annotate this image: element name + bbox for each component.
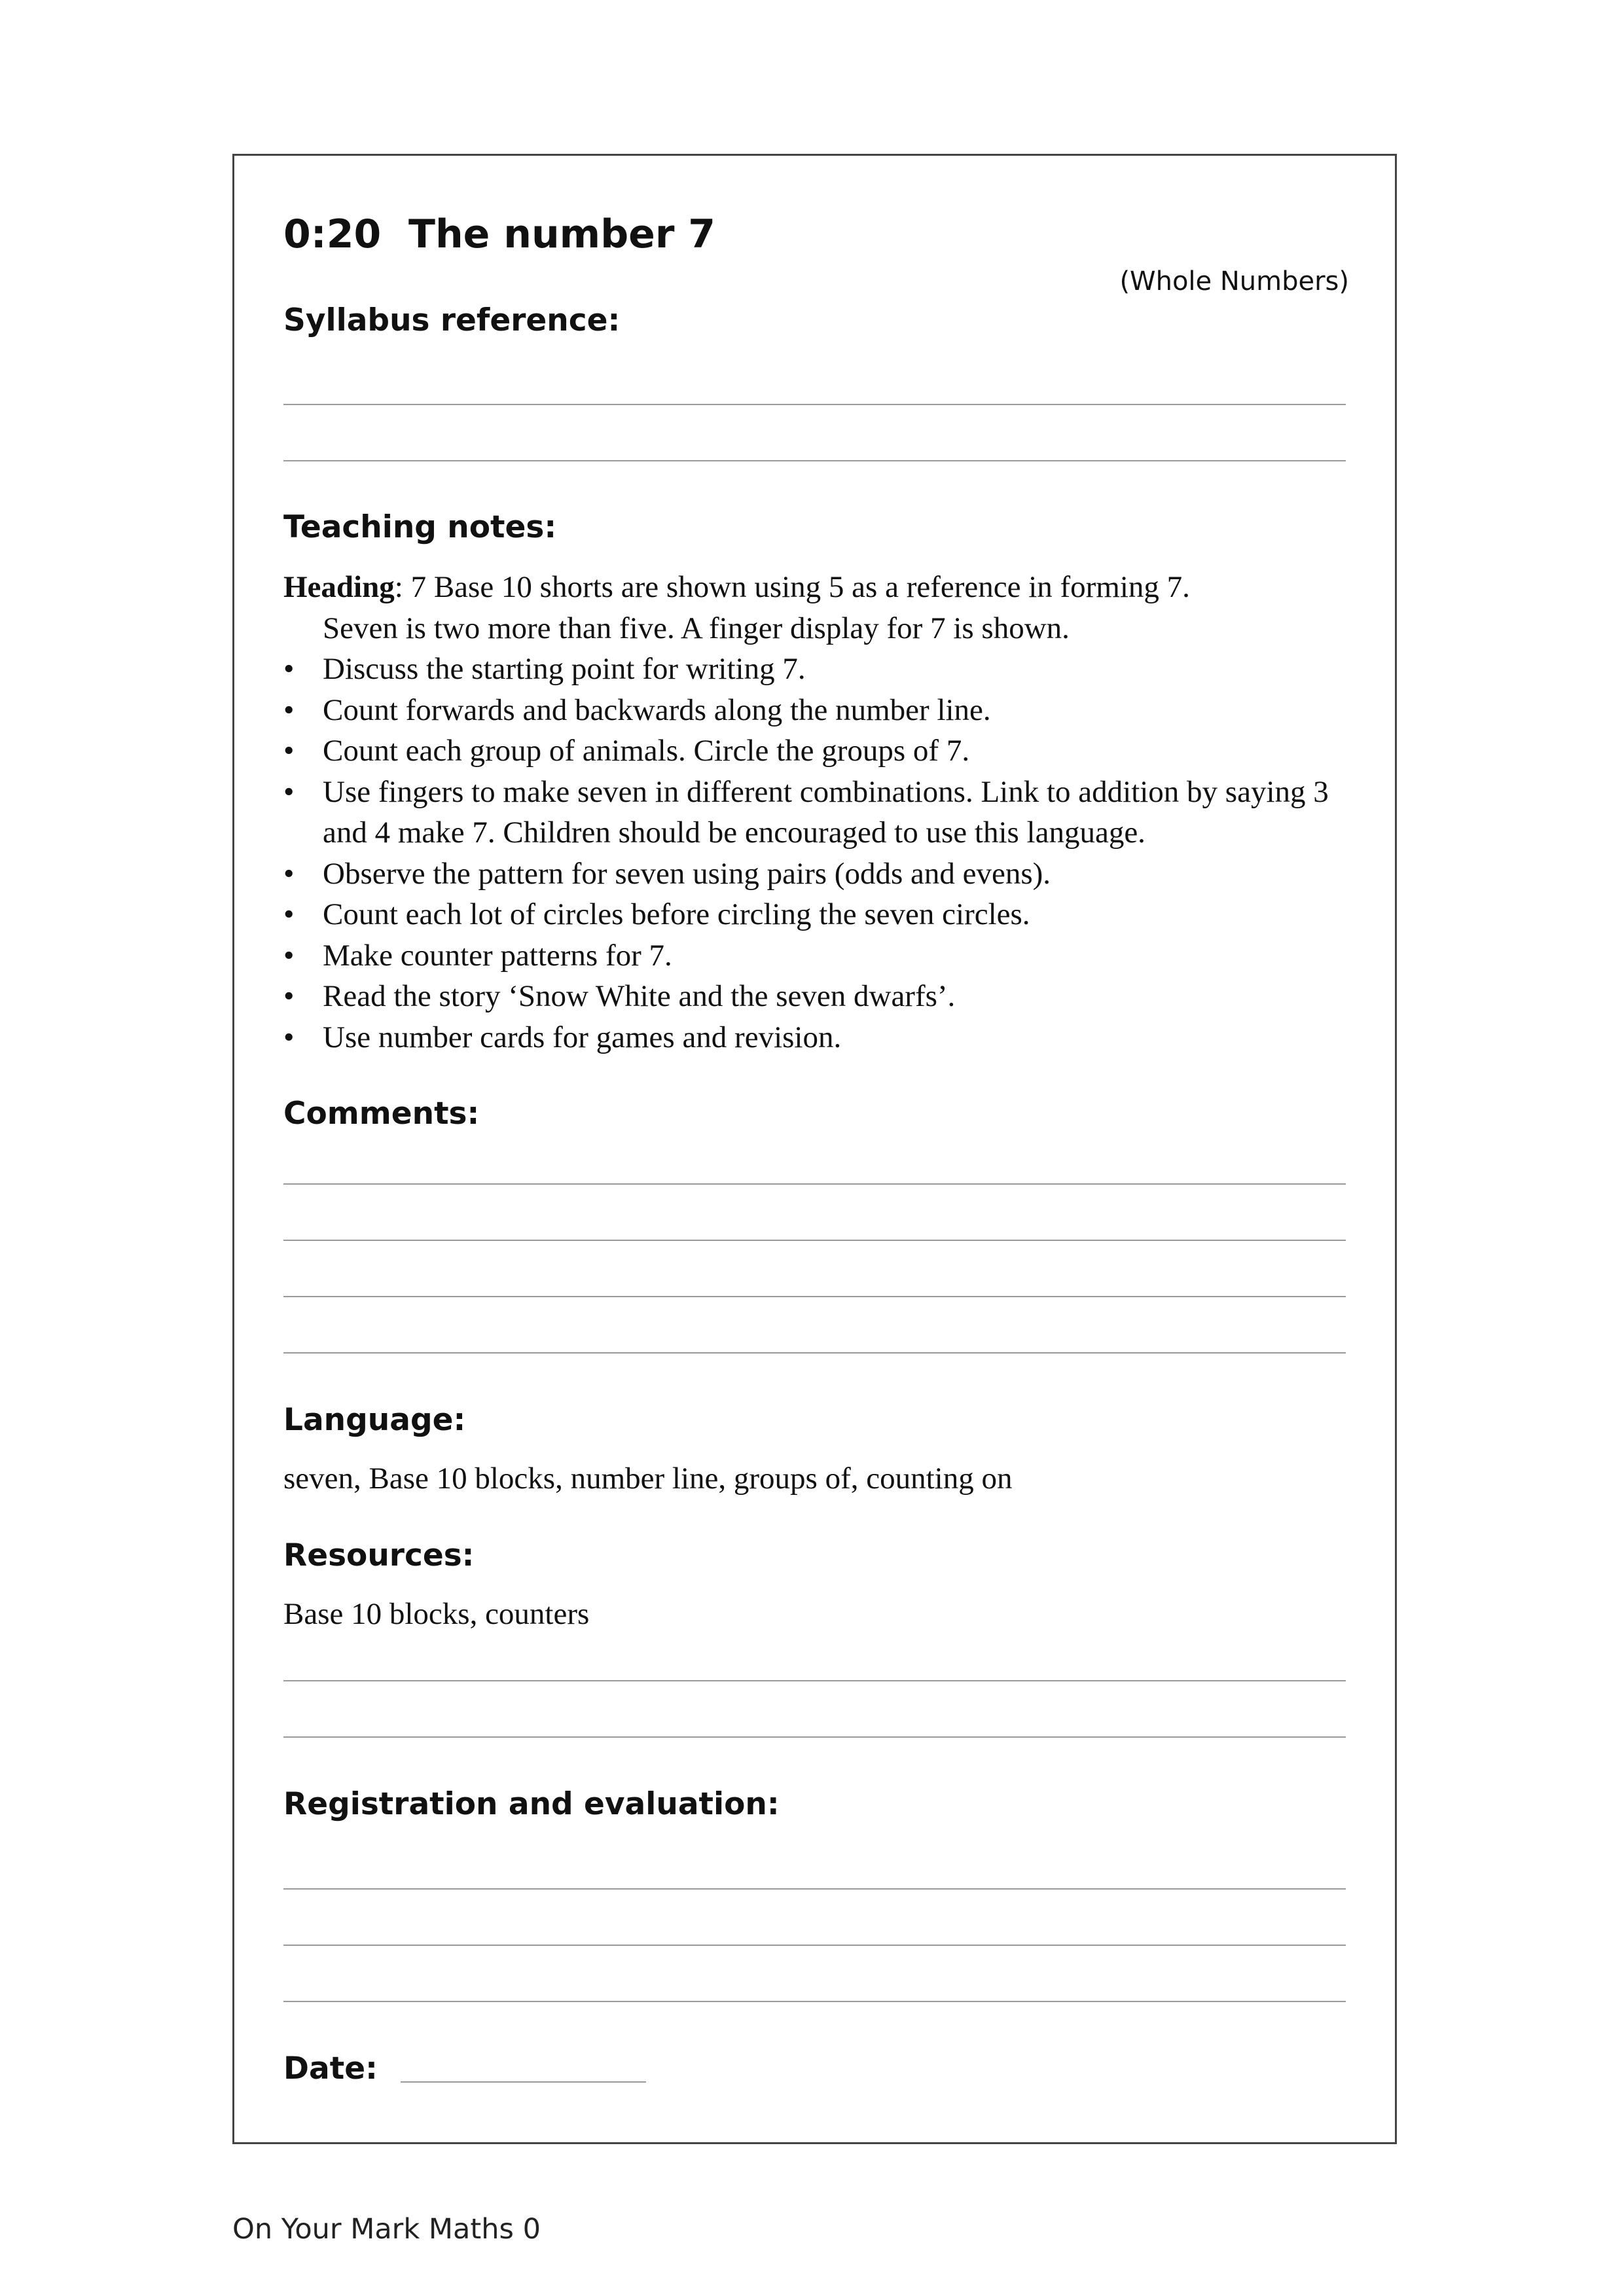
lesson-category: (Whole Numbers) [1119,266,1349,296]
teaching-notes [283,567,1357,1058]
teaching-notes-intro [283,567,1357,649]
language-text: seven, Base 10 blocks, number line, groups of, counting on [283,1462,1013,1496]
page-footer: On Your Mark Maths 0 [232,2213,541,2246]
intro-lead: Heading [283,570,395,604]
resources-line-2 [283,1736,1346,1738]
teaching-notes-heading: Teaching notes: [283,509,557,545]
list-item: • Use number cards for games and revision. [283,1017,1357,1058]
registration-line-1 [283,1888,1346,1890]
language-heading: Language: [283,1402,466,1438]
comments-line-2 [283,1240,1346,1241]
bullet-icon: • [283,897,295,931]
registration-line-2 [283,1945,1346,1946]
bullet-icon: • [283,938,295,973]
bullet-icon: • [283,856,295,891]
resources-text: Base 10 blocks, counters [283,1597,590,1631]
bullet-icon: • [283,652,295,686]
lesson-title: 0:20 The number 7 [283,211,716,257]
list-item: • Discuss the starting point for writing 7. [283,649,1357,690]
intro-continuation: Seven is two more than five. A finger display for 7 is shown. [323,611,1070,645]
comments-line-1 [283,1183,1346,1185]
registration-line-3 [283,2001,1346,2002]
bullet-icon: • [283,979,295,1013]
syllabus-line-2 [283,460,1346,461]
list-item: • Count forwards and backwards along the number line. [283,690,1357,731]
comments-heading: Comments: [283,1096,480,1132]
comments-line-3 [283,1296,1346,1297]
bullet-icon: • [283,1020,295,1054]
syllabus-heading: Syllabus reference: [283,302,621,338]
teaching-notes-list [283,649,1357,1058]
date-line [401,2081,646,2083]
bullet-icon: • [283,774,295,809]
list-item: • Use fingers to make seven in different combinations. Link to addition by saying 3 and 4 make 7. Children should be encouraged to use this language. [283,772,1357,853]
resources-heading: Resources: [283,1537,475,1573]
list-item: • Count each lot of circles before circling the seven circles. [283,894,1357,935]
date-label: Date: [283,2051,378,2087]
resources-line-1 [283,1680,1346,1681]
comments-line-4 [283,1352,1346,1354]
list-item: • Read the story ‘Snow White and the seven dwarfs’. [283,976,1357,1017]
bullet-icon: • [283,734,295,768]
list-item: • Make counter patterns for 7. [283,935,1357,977]
intro-text: : 7 Base 10 shorts are shown using 5 as a reference in forming 7. [394,570,1190,604]
page-frame [232,154,1397,2144]
syllabus-line-1 [283,404,1346,405]
list-item: • Observe the pattern for seven using pairs (odds and evens). [283,853,1357,895]
list-item: • Count each group of animals. Circle the groups of 7. [283,730,1357,772]
registration-heading: Registration and evaluation: [283,1786,780,1822]
bullet-icon: • [283,692,295,727]
